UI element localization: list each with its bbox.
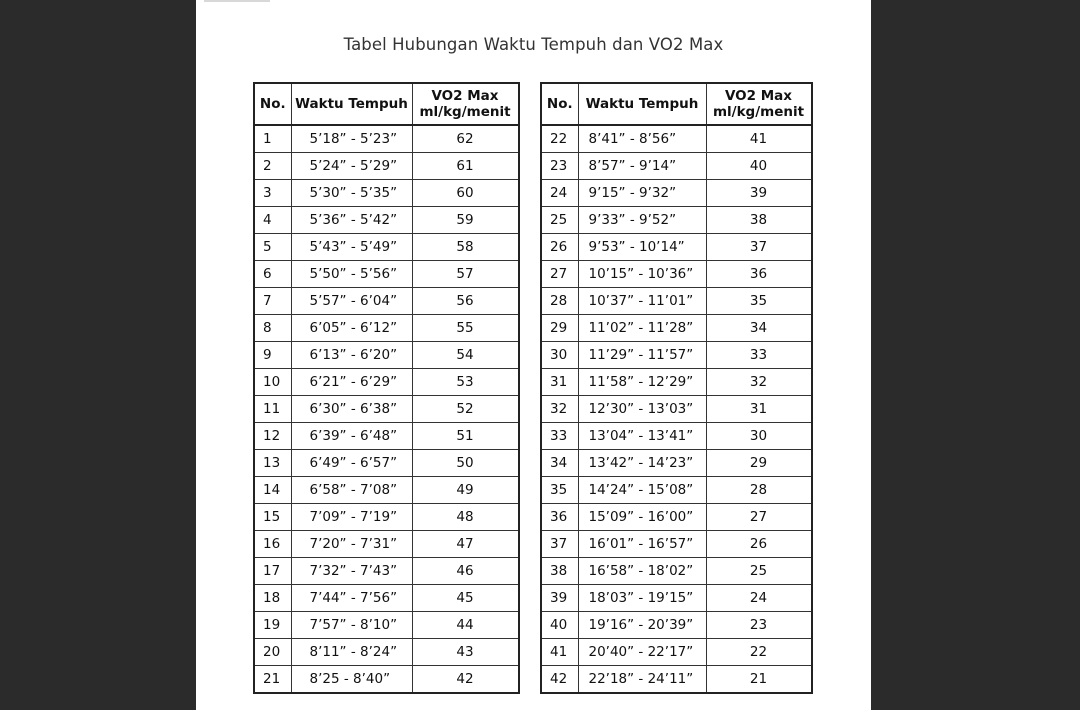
- cell-time: 8’25 - 8’40”: [291, 666, 412, 694]
- cell-no: 31: [541, 369, 578, 396]
- cell-time: 5’24” - 5’29”: [291, 153, 412, 180]
- cell-time: 8’57” - 9’14”: [578, 153, 706, 180]
- cell-time: 6’05” - 6’12”: [291, 315, 412, 342]
- table-row: [541, 125, 812, 153]
- cell-no: 9: [254, 342, 291, 369]
- cell-vo2: 48: [412, 504, 519, 531]
- page-title: Tabel Hubungan Waktu Tempuh dan VO2 Max: [343, 35, 724, 54]
- header-vo2: [412, 83, 519, 125]
- cell-time: 5’50” - 5’56”: [291, 261, 412, 288]
- cell-vo2: 51: [412, 423, 519, 450]
- cell-vo2: 21: [706, 666, 812, 694]
- cell-no: 32: [541, 396, 578, 423]
- header-vo2-line1: VO2 Max: [724, 88, 793, 104]
- table-row: [254, 612, 519, 639]
- table-header-row: [541, 83, 812, 125]
- table-row: [254, 504, 519, 531]
- cell-no: 4: [254, 207, 291, 234]
- table-row: [254, 261, 519, 288]
- table-row: [254, 450, 519, 477]
- cell-vo2: 37: [706, 234, 812, 261]
- table-row: [541, 585, 812, 612]
- cell-no: 22: [541, 125, 578, 153]
- header-no: No.: [541, 83, 578, 125]
- cell-no: 27: [541, 261, 578, 288]
- cell-no: 40: [541, 612, 578, 639]
- table-row: [254, 639, 519, 666]
- table-row: [254, 342, 519, 369]
- cell-no: 19: [254, 612, 291, 639]
- cell-time: 10’15” - 10’36”: [578, 261, 706, 288]
- table-row: [254, 585, 519, 612]
- cell-no: 16: [254, 531, 291, 558]
- cell-vo2: 26: [706, 531, 812, 558]
- cell-no: 37: [541, 531, 578, 558]
- cell-time: 8’11” - 8’24”: [291, 639, 412, 666]
- header-time: Waktu Tempuh: [291, 83, 412, 125]
- table-row: [541, 288, 812, 315]
- cell-vo2: 29: [706, 450, 812, 477]
- table-row: [254, 666, 519, 694]
- cell-no: 33: [541, 423, 578, 450]
- cell-time: 14’24” - 15’08”: [578, 477, 706, 504]
- cell-no: 30: [541, 342, 578, 369]
- cell-no: 29: [541, 315, 578, 342]
- cell-time: 7’57” - 8’10”: [291, 612, 412, 639]
- header-vo2: [706, 83, 812, 125]
- cell-vo2: 60: [412, 180, 519, 207]
- table-row: [254, 315, 519, 342]
- cell-time: 5’36” - 5’42”: [291, 207, 412, 234]
- table-row: [541, 261, 812, 288]
- cell-vo2: 54: [412, 342, 519, 369]
- table-row: [254, 531, 519, 558]
- cell-time: 18’03” - 19’15”: [578, 585, 706, 612]
- cell-no: 13: [254, 450, 291, 477]
- cell-time: 13’04” - 13’41”: [578, 423, 706, 450]
- cell-vo2: 62: [412, 125, 519, 153]
- cell-time: 6’30” - 6’38”: [291, 396, 412, 423]
- cell-time: 11’29” - 11’57”: [578, 342, 706, 369]
- header-vo2-line2: ml/kg/menit: [712, 104, 805, 120]
- table-row: [541, 423, 812, 450]
- cell-time: 6’13” - 6’20”: [291, 342, 412, 369]
- cell-vo2: 43: [412, 639, 519, 666]
- cell-time: 6’39” - 6’48”: [291, 423, 412, 450]
- table-row: [541, 666, 812, 694]
- table-row: [254, 234, 519, 261]
- cell-no: 42: [541, 666, 578, 694]
- cell-vo2: 25: [706, 558, 812, 585]
- cell-no: 23: [541, 153, 578, 180]
- table-row: [541, 207, 812, 234]
- cell-vo2: 36: [706, 261, 812, 288]
- table-row: [541, 477, 812, 504]
- cell-no: 1: [254, 125, 291, 153]
- table-row: [541, 180, 812, 207]
- cell-no: 15: [254, 504, 291, 531]
- cell-vo2: 42: [412, 666, 519, 694]
- cell-vo2: 45: [412, 585, 519, 612]
- table-row: [541, 639, 812, 666]
- table-row: [541, 369, 812, 396]
- cell-vo2: 49: [412, 477, 519, 504]
- cell-time: 16’58” - 18’02”: [578, 558, 706, 585]
- cell-vo2: 44: [412, 612, 519, 639]
- header-vo2-line1: VO2 Max: [431, 88, 499, 104]
- cell-no: 10: [254, 369, 291, 396]
- cell-vo2: 53: [412, 369, 519, 396]
- cell-time: 7’32” - 7’43”: [291, 558, 412, 585]
- cell-time: 6’58” - 7’08”: [291, 477, 412, 504]
- table-row: [254, 396, 519, 423]
- table-row: [541, 504, 812, 531]
- table-row: [254, 423, 519, 450]
- vo2-table-left: [253, 82, 520, 694]
- cell-time: 9’53” - 10’14”: [578, 234, 706, 261]
- cell-time: 5’43” - 5’49”: [291, 234, 412, 261]
- top-divider: [204, 0, 270, 2]
- cell-vo2: 23: [706, 612, 812, 639]
- cell-time: 22’18” - 24’11”: [578, 666, 706, 694]
- cell-vo2: 32: [706, 369, 812, 396]
- cell-no: 24: [541, 180, 578, 207]
- cell-no: 36: [541, 504, 578, 531]
- cell-time: 6’21” - 6’29”: [291, 369, 412, 396]
- cell-time: 19’16” - 20’39”: [578, 612, 706, 639]
- cell-no: 21: [254, 666, 291, 694]
- table-header-row: [254, 83, 519, 125]
- cell-vo2: 40: [706, 153, 812, 180]
- cell-no: 18: [254, 585, 291, 612]
- table-row: [254, 153, 519, 180]
- table-row: [541, 342, 812, 369]
- cell-vo2: 41: [706, 125, 812, 153]
- cell-vo2: 34: [706, 315, 812, 342]
- cell-no: 14: [254, 477, 291, 504]
- cell-no: 17: [254, 558, 291, 585]
- cell-time: 15’09” - 16’00”: [578, 504, 706, 531]
- cell-no: 3: [254, 180, 291, 207]
- table-row: [254, 288, 519, 315]
- cell-no: 41: [541, 639, 578, 666]
- cell-no: 2: [254, 153, 291, 180]
- cell-vo2: 30: [706, 423, 812, 450]
- cell-time: 9’33” - 9’52”: [578, 207, 706, 234]
- cell-no: 35: [541, 477, 578, 504]
- cell-time: 10’37” - 11’01”: [578, 288, 706, 315]
- cell-no: 8: [254, 315, 291, 342]
- cell-time: 5’30” - 5’35”: [291, 180, 412, 207]
- cell-time: 5’57” - 6’04”: [291, 288, 412, 315]
- cell-vo2: 27: [706, 504, 812, 531]
- cell-no: 5: [254, 234, 291, 261]
- cell-no: 6: [254, 261, 291, 288]
- cell-vo2: 31: [706, 396, 812, 423]
- cell-time: 9’15” - 9’32”: [578, 180, 706, 207]
- cell-time: 7’20” - 7’31”: [291, 531, 412, 558]
- cell-no: 12: [254, 423, 291, 450]
- cell-no: 7: [254, 288, 291, 315]
- cell-no: 34: [541, 450, 578, 477]
- cell-time: 16’01” - 16’57”: [578, 531, 706, 558]
- cell-vo2: 61: [412, 153, 519, 180]
- cell-vo2: 55: [412, 315, 519, 342]
- cell-vo2: 58: [412, 234, 519, 261]
- table-row: [541, 450, 812, 477]
- table-row: [254, 558, 519, 585]
- cell-time: 7’09” - 7’19”: [291, 504, 412, 531]
- vo2-table-right: [540, 82, 813, 694]
- table-row: [541, 612, 812, 639]
- table-row: [254, 125, 519, 153]
- cell-time: 5’18” - 5’23”: [291, 125, 412, 153]
- table-row: [541, 234, 812, 261]
- cell-time: 11’02” - 11’28”: [578, 315, 706, 342]
- cell-vo2: 35: [706, 288, 812, 315]
- cell-vo2: 47: [412, 531, 519, 558]
- cell-vo2: 50: [412, 450, 519, 477]
- table-row: [541, 531, 812, 558]
- cell-no: 38: [541, 558, 578, 585]
- header-no: No.: [254, 83, 291, 125]
- cell-no: 28: [541, 288, 578, 315]
- cell-vo2: 28: [706, 477, 812, 504]
- cell-vo2: 22: [706, 639, 812, 666]
- cell-time: 12’30” - 13’03”: [578, 396, 706, 423]
- cell-no: 25: [541, 207, 578, 234]
- header-time: Waktu Tempuh: [578, 83, 706, 125]
- cell-vo2: 33: [706, 342, 812, 369]
- table-row: [541, 558, 812, 585]
- table-row: [541, 315, 812, 342]
- cell-vo2: 39: [706, 180, 812, 207]
- cell-no: 39: [541, 585, 578, 612]
- cell-time: 11’58” - 12’29”: [578, 369, 706, 396]
- cell-vo2: 59: [412, 207, 519, 234]
- table-row: [254, 477, 519, 504]
- cell-no: 20: [254, 639, 291, 666]
- cell-vo2: 38: [706, 207, 812, 234]
- table-row: [254, 207, 519, 234]
- cell-time: 13’42” - 14’23”: [578, 450, 706, 477]
- cell-vo2: 56: [412, 288, 519, 315]
- cell-time: 8’41” - 8’56”: [578, 125, 706, 153]
- cell-time: 7’44” - 7’56”: [291, 585, 412, 612]
- cell-vo2: 52: [412, 396, 519, 423]
- cell-no: 26: [541, 234, 578, 261]
- header-vo2-line2: ml/kg/menit: [419, 104, 511, 120]
- cell-vo2: 46: [412, 558, 519, 585]
- table-row: [254, 369, 519, 396]
- table-row: [541, 396, 812, 423]
- cell-time: 6’49” - 6’57”: [291, 450, 412, 477]
- table-row: [541, 153, 812, 180]
- cell-vo2: 57: [412, 261, 519, 288]
- document-page: [196, 0, 871, 710]
- cell-no: 11: [254, 396, 291, 423]
- cell-time: 20’40” - 22’17”: [578, 639, 706, 666]
- cell-vo2: 24: [706, 585, 812, 612]
- table-row: [254, 180, 519, 207]
